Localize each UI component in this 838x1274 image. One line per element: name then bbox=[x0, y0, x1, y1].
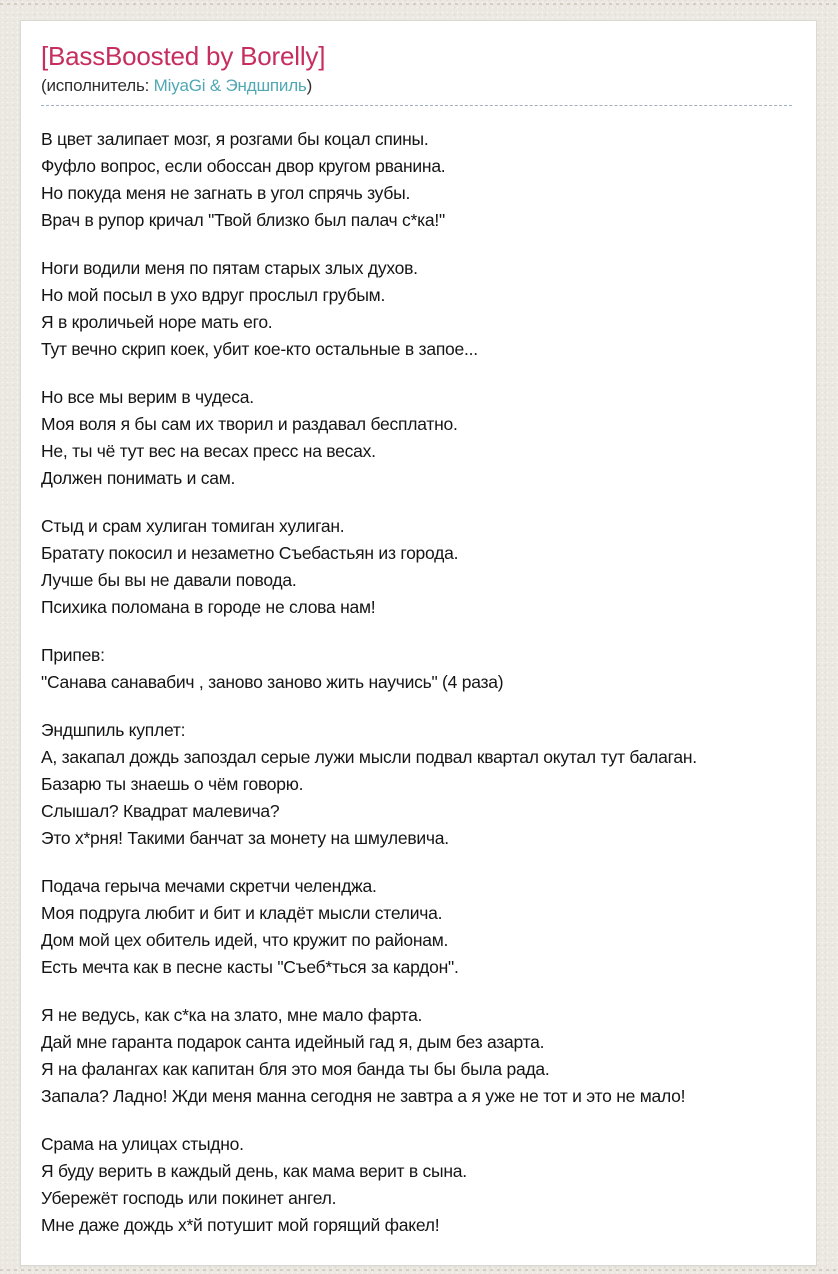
lyrics-stanza bbox=[41, 873, 792, 981]
lyrics-line: Я в кроличьей норе мать его. bbox=[41, 312, 273, 332]
lyrics-line: Лучше бы вы не давали повода. bbox=[41, 570, 297, 590]
lyrics-card bbox=[20, 20, 817, 1266]
lyrics-line: "Санава санавабич , заново заново жить научись" (4 раза) bbox=[41, 672, 504, 692]
lyrics-line: Мне даже дождь х*й потушит мой горящий факел! bbox=[41, 1215, 440, 1235]
lyrics-text bbox=[41, 126, 792, 1239]
lyrics-stanza bbox=[41, 1131, 792, 1239]
lyrics-line: Но все мы верим в чудеса. bbox=[41, 387, 254, 407]
texture-stitch-bottom bbox=[0, 1269, 838, 1271]
lyrics-stanza bbox=[41, 126, 792, 234]
lyrics-line: Я не ведусь, как с*ка на злато, мне мало фарта. bbox=[41, 1005, 423, 1025]
lyrics-line: Психика поломана в городе не слова нам! bbox=[41, 597, 376, 617]
lyrics-line: Есть мечта как в песне касты "Съеб*ться за кардон". bbox=[41, 957, 459, 977]
lyrics-stanza bbox=[41, 1002, 792, 1110]
lyrics-line: Тут вечно скрип коек, убит кое-кто остальные в запое... bbox=[41, 339, 478, 359]
lyrics-line: Но покуда меня не загнать в угол спрячь зубы. bbox=[41, 183, 411, 203]
lyrics-stanza bbox=[41, 513, 792, 621]
lyrics-stanza bbox=[41, 255, 792, 363]
lyrics-line: Припев: bbox=[41, 645, 105, 665]
lyrics-line: Это х*рня! Такими банчат за монету на шмулевича. bbox=[41, 828, 449, 848]
lyrics-line: Слышал? Квадрат малевича? bbox=[41, 801, 280, 821]
lyrics-line: Срама на улицах стыдно. bbox=[41, 1134, 244, 1154]
lyrics-line: Дай мне гаранта подарок санта идейный гад я, дым без азарта. bbox=[41, 1032, 545, 1052]
lyrics-line: Фуфло вопрос, если обоссан двор кругом рванина. bbox=[41, 156, 446, 176]
lyrics-line: Врач в рупор кричал "Твой близко был палач с*ка!" bbox=[41, 210, 445, 230]
lyrics-line: Подача герыча мечами скретчи челенджа. bbox=[41, 876, 377, 896]
subtitle-prefix: (исполнитель: bbox=[41, 76, 154, 95]
lyrics-line: Братату покосил и незаметно Съебастьян из города. bbox=[41, 543, 459, 563]
artist-subtitle bbox=[41, 76, 792, 106]
lyrics-line: Стыд и срам хулиган томиган хулиган. bbox=[41, 516, 345, 536]
lyrics-line: А, закапал дождь запоздал серые лужи мысли подвал квартал окутал тут балаган. bbox=[41, 747, 697, 767]
lyrics-line: Моя подруга любит и бит и кладёт мысли стелича. bbox=[41, 903, 443, 923]
lyrics-line: Моя воля я бы сам их творил и раздавал бесплатно. bbox=[41, 414, 458, 434]
lyrics-stanza bbox=[41, 384, 792, 492]
lyrics-stanza bbox=[41, 642, 792, 696]
lyrics-line: Базарю ты знаешь о чём говорю. bbox=[41, 774, 304, 794]
texture-stitch-top bbox=[0, 3, 838, 5]
subtitle-suffix: ) bbox=[306, 76, 313, 95]
lyrics-line: Убережёт господь или покинет ангел. bbox=[41, 1188, 337, 1208]
lyrics-line: Запала? Ладно! Жди меня манна сегодня не завтра а я уже не тот и это не мало! bbox=[41, 1086, 686, 1106]
page-title: [BassBoosted by Borelly] bbox=[41, 41, 326, 71]
artist-link[interactable]: MiyaGi & Эндшпиль bbox=[153, 76, 307, 95]
lyrics-line: Я буду верить в каждый день, как мама верит в сына. bbox=[41, 1161, 467, 1181]
lyrics-line: Я на фалангах как капитан бля это моя банда ты бы была рада. bbox=[41, 1059, 550, 1079]
lyrics-stanza bbox=[41, 717, 792, 852]
lyrics-line: В цвет залипает мозг, я розгами бы коцал спины. bbox=[41, 129, 429, 149]
lyrics-line: Но мой посыл в ухо вдруг прослыл грубым. bbox=[41, 285, 386, 305]
lyrics-line: Эндшпиль куплет: bbox=[41, 720, 186, 740]
lyrics-line: Не, ты чё тут вес на весах пресс на весах. bbox=[41, 441, 376, 461]
lyrics-line: Ноги водили меня по пятам старых злых духов. bbox=[41, 258, 418, 278]
lyrics-line: Дом мой цех обитель идей, что кружит по районам. bbox=[41, 930, 449, 950]
lyrics-line: Должен понимать и сам. bbox=[41, 468, 236, 488]
